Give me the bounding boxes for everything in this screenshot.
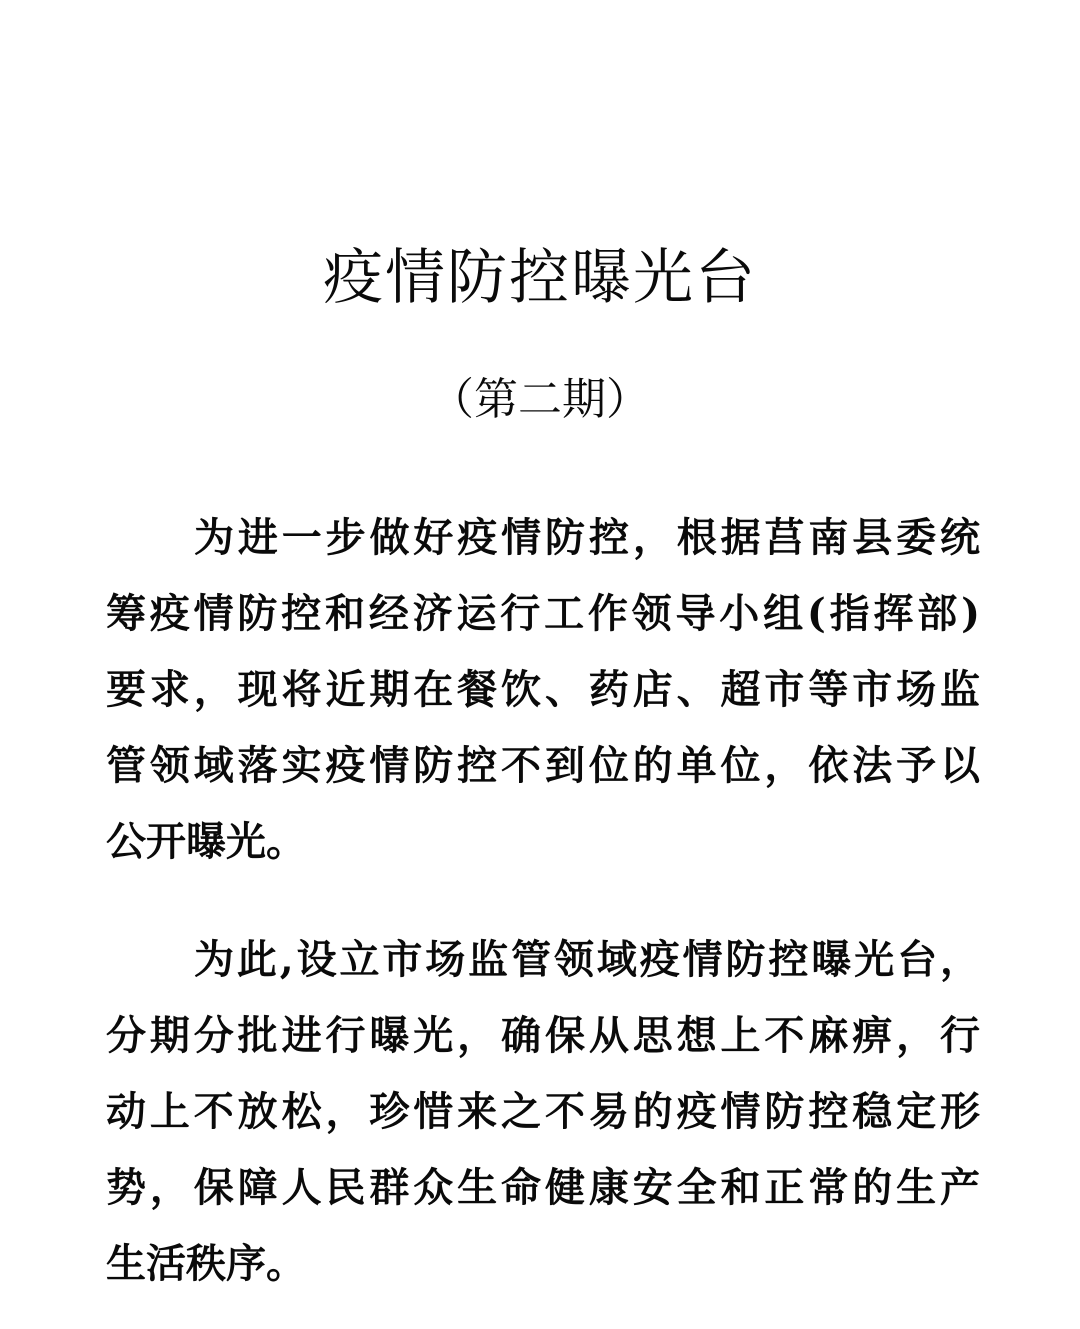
paragraph-intro [106, 500, 980, 880]
document-title: 疫情防控曝光台 [323, 243, 757, 313]
paragraph-line: 管领域落实疫情防控不到位的单位，依法予以 [106, 742, 980, 789]
paragraph-line: 为进一步做好疫情防控，根据莒南县委统 [194, 514, 980, 561]
paragraph-line: 动上不放松，珍惜来之不易的疫情防控稳定形 [106, 1088, 980, 1135]
paragraph-line: 要求，现将近期在餐饮、药店、超市等市场监 [106, 666, 980, 713]
paragraph-line: 为此,设立市场监管领域疫情防控曝光台， [194, 936, 980, 983]
paragraph-line: 公开曝光。 [106, 818, 306, 865]
paragraph-line: 分期分批进行曝光，确保从思想上不麻痹，行 [106, 1012, 980, 1059]
paragraph-purpose [106, 922, 980, 1302]
paragraph-line: 筹疫情防控和经济运行工作领导小组(指挥部) [106, 590, 980, 637]
document-subtitle-issue-number: （第二期） [430, 374, 650, 425]
paragraph-line: 势，保障人民群众生命健康安全和正常的生产 [106, 1164, 980, 1211]
paragraph-line: 生活秩序。 [106, 1240, 306, 1287]
